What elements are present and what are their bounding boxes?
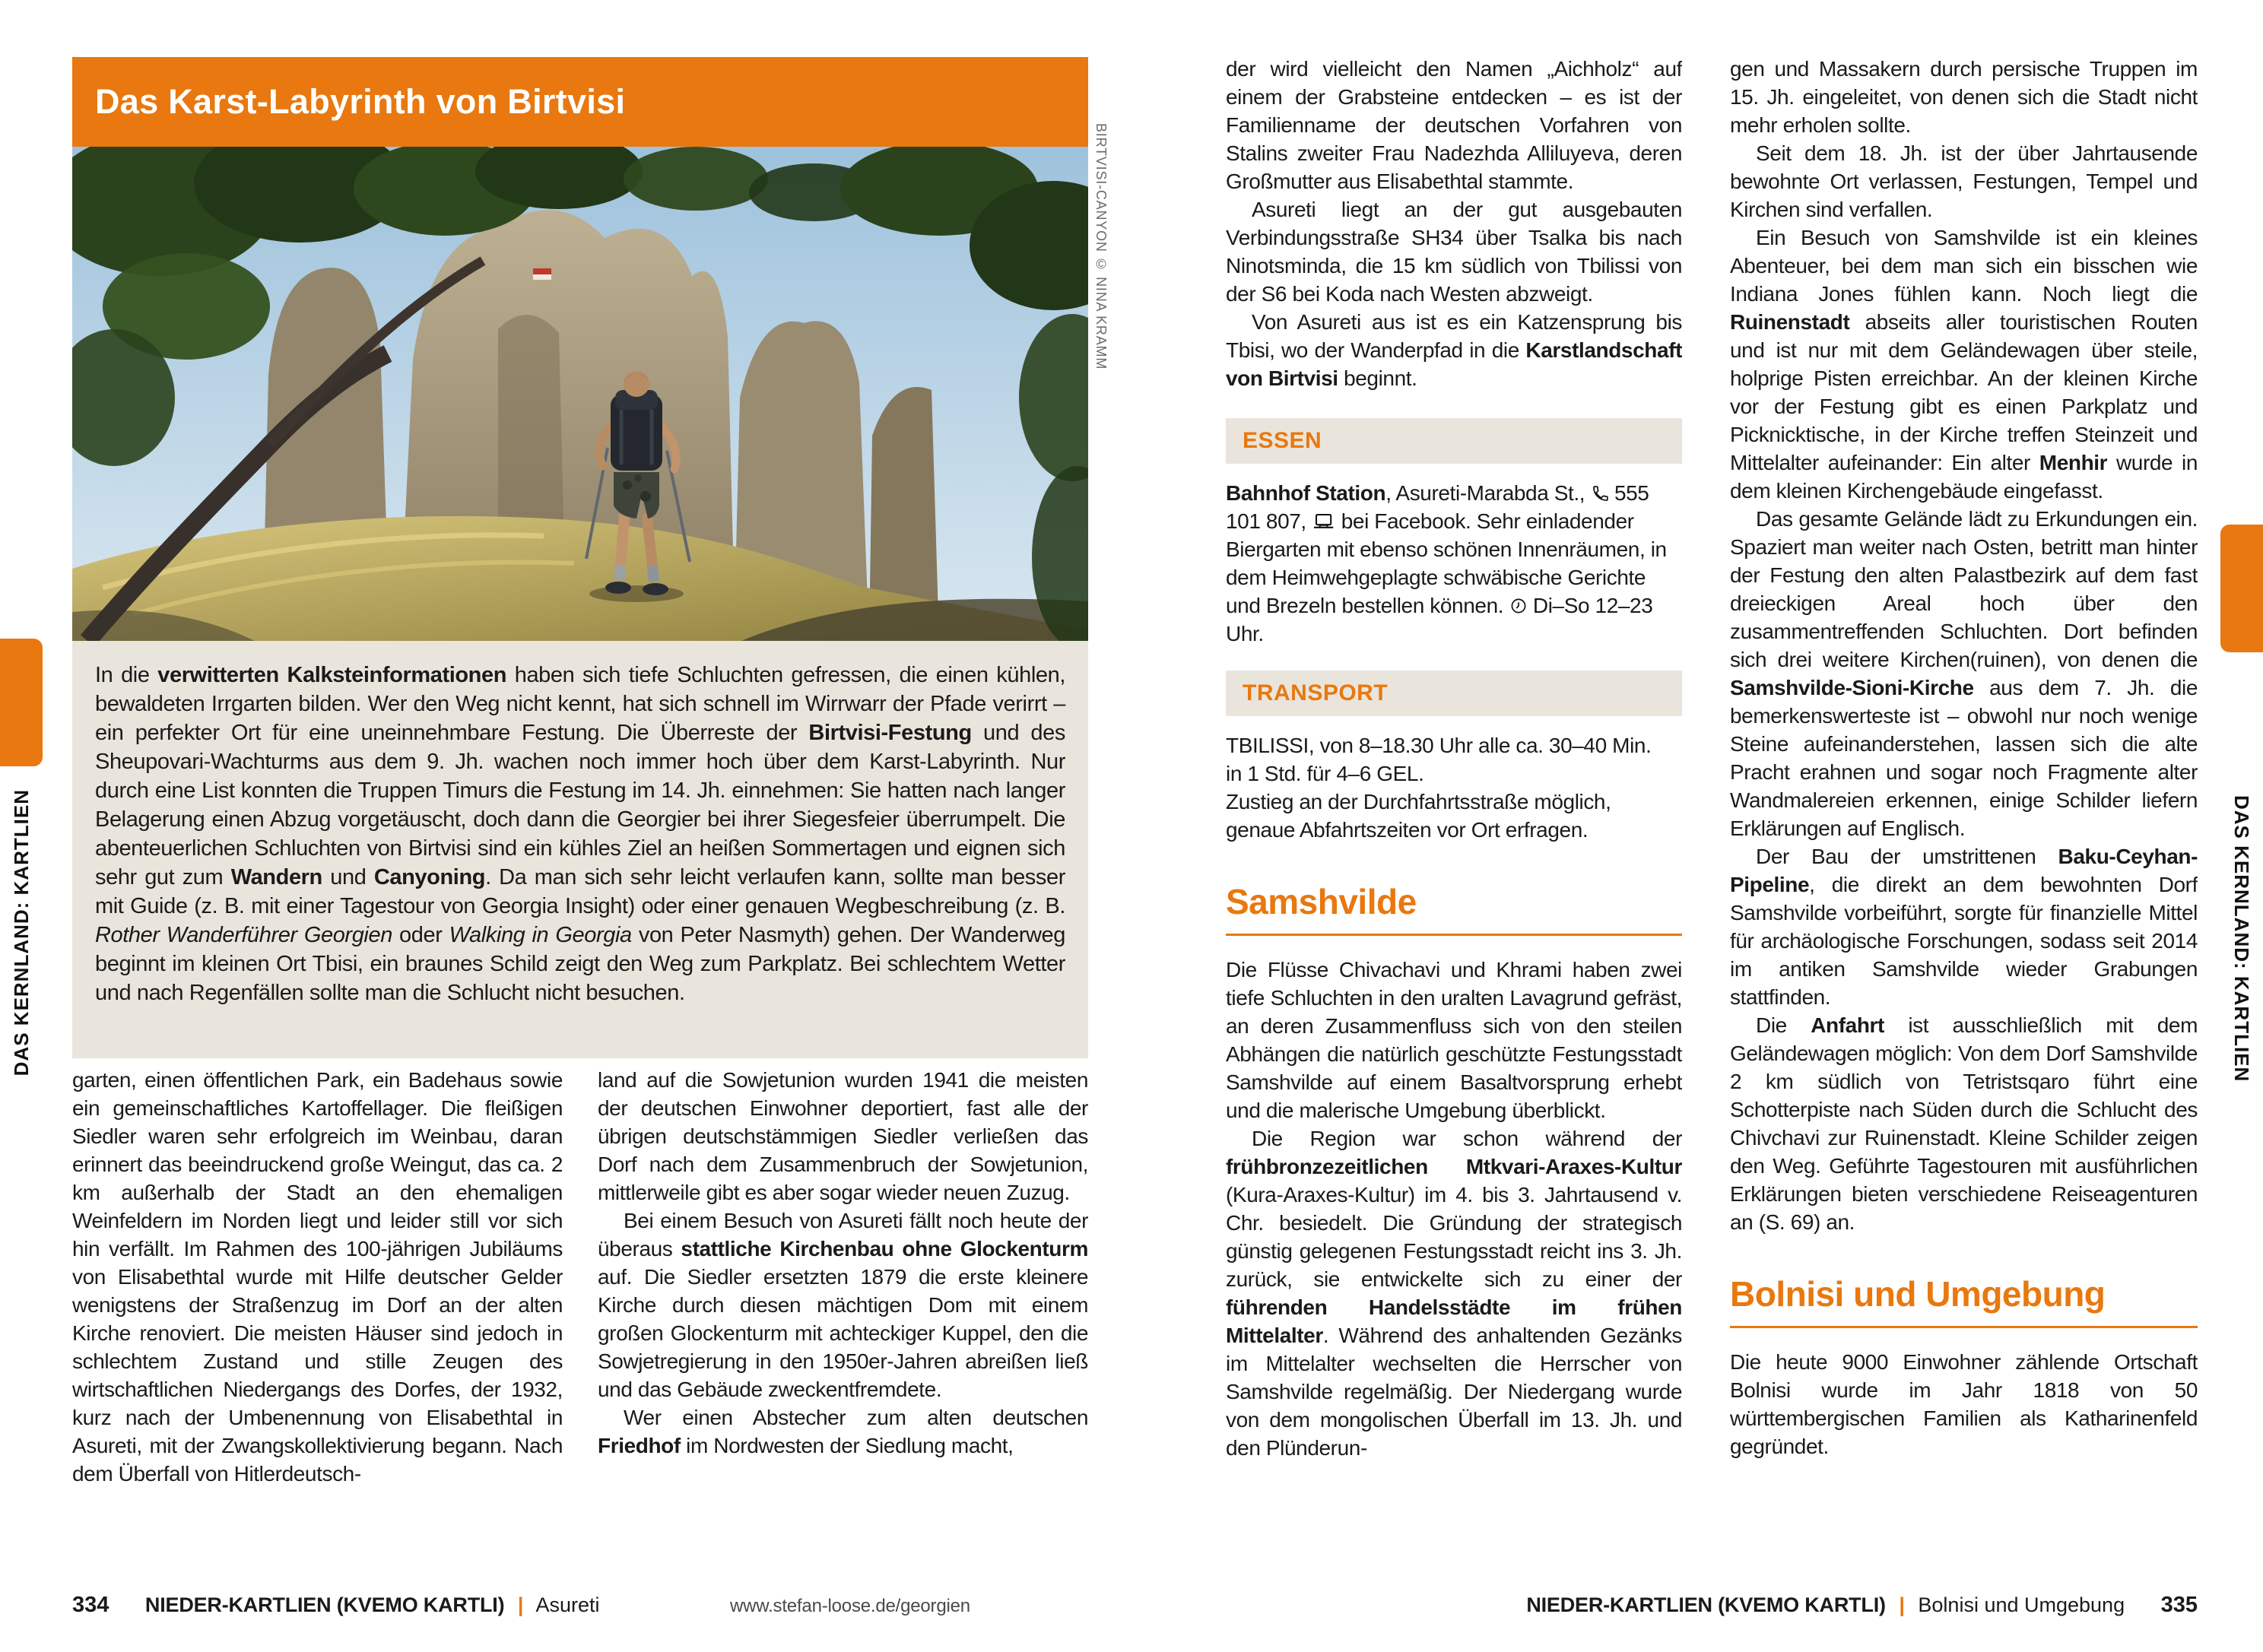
- paragraph: Ein Besuch von Samshvilde ist ein kleines Abenteuer, bei dem man sich ein bisschen wie Indiana Jones fühlen kann. Noch liegt die Ruinenstadt abseits aller touristischen Routen und ist nur mit dem Geländewagen über steile, holprige Pisten erreichbar. An der kleinen Kirche vor der Festung gibt es einen Parkplatz und Picknicktische, in der Kirche treffen Steinzeit und Mittelalter aufeinander: Ein alter Menhir wurde in dem kleinen Kirchengebäude eingefasst.: [1730, 226, 2198, 503]
- right-page-number: 335: [2160, 1593, 2198, 1617]
- right-page-footer: [1526, 1593, 2198, 1618]
- asureti-text: [1226, 55, 1682, 392]
- right-page-column-2: [1730, 55, 2198, 1583]
- chapter-tab-left: [0, 639, 43, 766]
- paragraph: Die Anfahrt ist ausschließlich mit dem Geländewagen möglich: Von dem Dorf Samshvilde 2 km südlich von Tetristsqaro führt eine Schotterpiste nach Süden durch die Schlucht des Chivchavi zur Ruinenstadt. Kleine Schilder zeigen den Weg. Geführte Tagestouren mit ausführlichen Erklärungen bieten verschiedene Reiseagenturen an (S. 69) an.: [1730, 1013, 2198, 1234]
- left-page-footer: [72, 1593, 600, 1618]
- paragraph: Seit dem 18. Jh. ist der über Jahrtausende bewohnte Ort verlassen, Festungen, Tempel und Kirchen sind verfallen.: [1730, 141, 2198, 221]
- paragraph: land auf die Sowjetunion wurden 1941 die meisten der deutschen Einwohner deportiert, fast alle der übrigen deutschstämmigen Siedler verließen das Dorf nach dem Zusammenbruch der Sowjetunion, mittlerweile gibt es aber sogar wieder neuen Zuzug.: [598, 1068, 1088, 1204]
- left-footer-topic: Asureti: [535, 1593, 600, 1616]
- laptop-icon: [1312, 507, 1335, 535]
- paragraph: Der Bau der umstrittenen Baku-Ceyhan-Pipeline, die direkt an dem bewohnten Dorf Samshvilde vorbeiführt, sorgte für finanzielle Mittel für archäologische Forschungen, sodass seit 2014 im antiken Samshvilde wieder Grabungen stattfinden.: [1730, 845, 2198, 1009]
- paragraph: garten, einen öffentlichen Park, ein Badehaus sowie ein gemeinschaftliches Kartoffellager. Die fleißigen Siedler waren sehr erfolgreich im Weinbau, daran erinnert das beeindruckend große Weingut, das ca. 2 km außerhalb der Stadt an den ehemaligen Weinfeldern im Norden liegt und leider still vor sich hin verfällt. Im Rahmen des 100-jährigen Jubiläums von Elisabethtal wurde mit Hilfe deutscher Gelder wenigstens der Straßenzug im Dorf an der alten Kirche renoviert. Die meisten Häuser sind jedoch in schlechtem Zustand und stille Zeugen des wirtschaftlichen Niedergangs des Dorfes, der 1932, kurz nach der Umbenennung von Elisabethtal in Asureti, mit der Zwangskollektivierung begann. Nach dem Überfall von Hitlerdeutsch-: [72, 1068, 563, 1486]
- essen-entry: Bahnhof Station, Asureti-Marabda St., 555 101 807, bei Facebook. Sehr einladender Biergarten mit ebenso schönen Innenräumen, in dem Heimwehgeplagte schwäbische Gerichte und Brezeln bestellen können. Di–So 12–23 Uhr.: [1226, 479, 1682, 648]
- paragraph: Die Region war schon während der frühbronzezeitlichen Mtkvari-Araxes-Kultur (Kura-Araxes-Kultur) im 4. bis 3. Jahrtausend v. Chr. besiedelt. Die Gründung der strategisch günstig gelegenen Festungsstadt reicht ins 3. Jh. zurück, sie entwickelte sich zu einer der führenden Handelsstädte im frühen Mittelalter. Während des anhaltenden Gezänks im Mittelalter wechselten die Herrscher von Samshvilde regelmäßig. Der Niedergang wurde von dem mongolischen Überfall im 13. Jh. und den Plünderun-: [1226, 1127, 1682, 1460]
- essen-section-header: [1226, 418, 1682, 464]
- samshvilde-heading: Samshvilde: [1226, 882, 1417, 921]
- right-page-column-1: [1226, 55, 1682, 1583]
- right-footer-section: NIEDER-KARTLIEN (KVEMO KARTLI): [1526, 1593, 1886, 1616]
- trail-blaze-marker: [533, 268, 551, 274]
- left-page-column-2: [598, 1066, 1088, 1579]
- phone-icon: [1591, 479, 1609, 507]
- paragraph: Das gesamte Gelände lädt zu Erkundungen ein. Spaziert man weiter nach Osten, betritt man hinter der Festung den alten Palastbezirk auf dem fast dreieckigen Areal hoch über den zusammentreffenden Schluchten. Dort befinden sich drei weitere Kirchen(ruinen), von denen die Samshvilde-Sioni-Kirche aus dem 7. Jh. die bemerkenswerteste ist – obwohl nur noch wenige Steine aufeinanderstehen, lassen sich die alte Pracht erahnen und sogar noch Fragmente alter Wandmalereien erkennen, einige Schilder liefern Erklärungen auf Englisch.: [1730, 507, 2198, 840]
- bolnisi-heading: Bolnisi und Umgebung: [1730, 1274, 2106, 1314]
- paragraph: Die Flüsse Chivachavi und Khrami haben zwei tiefe Schluchten in den uralten Lavagrund gefräst, an deren Zusammenfluss sich von den steilen Abhängen die natürlich geschützte Festungsstadt Samshvilde auf einem Basaltvorsprung erhebt und die malerische Umgebung überblickt.: [1226, 958, 1682, 1122]
- paragraph: gen und Massakern durch persische Truppen im 15. Jh. eingeleitet, von denen sich die Stadt nicht mehr erholen sollte.: [1730, 57, 2198, 137]
- photo-credit: BIRTVISI-CANYON © NINA KRAMM: [1093, 123, 1109, 370]
- left-page-column-1: [72, 1066, 563, 1579]
- transport-section-label: TRANSPORT: [1243, 680, 1389, 706]
- samshvilde-text-continued: [1730, 55, 2198, 1236]
- footer-url: www.stefan-loose.de/georgien: [730, 1596, 970, 1616]
- birtvisi-canyon-photo: [72, 147, 1088, 641]
- chapter-tab-label-left: DAS KERNLAND: KARTLIEN: [10, 789, 33, 1076]
- transport-section-header: [1226, 671, 1682, 716]
- paragraph: Wer einen Abstecher zum alten deutschen Friedhof im Nordwesten der Siedlung macht,: [598, 1406, 1088, 1457]
- paragraph: der wird vielleicht den Namen „Aichholz“ auf einem der Grabsteine entdecken – es ist der Familienname der deutschen Vorfahren von Stalins zweiter Frau Nadezhda Alliluyeva, deren Großmutter aus Elisabethtal stammte.: [1226, 57, 1682, 193]
- paragraph: Bei einem Besuch von Asureti fällt noch heute der überaus stattliche Kirchenbau ohne Glockenturm auf. Die Siedler ersetzten 1879 die erste kleinere Kirche durch diesen mächtigen Dom mit einem großen Glockenturm mit achteckiger Kuppel, den die Sowjetregierung in den 1950er-Jahren abreißen ließ und das Gebäude zweckentfremdete.: [598, 1209, 1088, 1401]
- paragraph: Von Asureti aus ist es ein Katzensprung bis Tbisi, wo der Wanderpfad in die Karstlandschaft von Birtvisi beginnt.: [1226, 310, 1682, 390]
- footer-separator: |: [517, 1593, 524, 1616]
- essen-section-label: ESSEN: [1243, 428, 1322, 453]
- bolnisi-text: [1730, 1348, 2198, 1460]
- heading-rule: [1226, 934, 1682, 936]
- paragraph: Die heute 9000 Einwohner zählende Ortschaft Bolnisi wurde im Jahr 1818 von 50 württembergischen Familien als Katharinenfeld gegründet.: [1730, 1350, 2198, 1458]
- clock-icon: [1509, 591, 1528, 620]
- chapter-tab-label-right: DAS KERNLAND: KARTLIEN: [2230, 795, 2253, 1083]
- left-page-number: 334: [72, 1593, 110, 1617]
- heading-rule: [1730, 1326, 2198, 1328]
- left-footer-section: NIEDER-KARTLIEN (KVEMO KARTLI): [144, 1593, 505, 1616]
- paragraph: Asureti liegt an der gut ausgebauten Verbindungsstraße SH34 über Tsalka bis nach Ninotsminda, die 15 km südlich von Tbilissi von der S6 bei Koda nach Westen abzweigt.: [1226, 198, 1682, 306]
- transport-info: TBILISSI, von 8–18.30 Uhr alle ca. 30–40 Min. in 1 Std. für 4–6 GEL. Zustieg an der Durchfahrtsstraße möglich, genaue Abfahrtszeiten vor Ort erfragen.: [1226, 734, 1652, 842]
- feature-box-text: In die verwitterten Kalksteinformationen haben sich tiefe Schluchten gefressen, die einen kühlen, bewaldeten Irrgarten bilden. Wer den Weg nicht kennt, hat sich schnell im Wirrwarr der Pfade verirrt – ein perfekter Ort für eine uneinnehmbare Festung. Die Überreste der Birtvisi-Festung und des Sheupovari-Wachturms aus dem 9. Jh. wachen noch immer hoch über dem Karst-Labyrinth. Nur durch eine List konnten die Truppen Timurs die Festung im 14. Jh. einnehmen: Sie hatten nach langer Belagerung einen Abzug vorgetäuscht, doch dann die Georgier bei ihrer Siegesfeier überrumpelt. Die abenteuerlichen Schluchten von Birtvisi sind ein kühles Ziel an heißen Sommertagen und eignen sich sehr gut zum Wandern und Canyoning. Da man sich sehr leicht verlaufen kann, sollte man besser mit Guide (z. B. mit einer Tagestour von Georgia Insight) oder einer genauen Wegbeschreibung (z. B. Rother Wanderführer Georgien oder Walking in Georgia von Peter Nasmyth) gehen. Der Wanderweg beginnt im kleinen Ort Tbisi, ein braunes Schild zeigt den Weg zum Parkplatz. Bei schlechtem Wetter und nach Regenfällen sollte man die Schlucht nicht besuchen.: [72, 641, 1088, 1058]
- footer-separator: |: [1899, 1593, 1905, 1616]
- chapter-tab-right: [2220, 525, 2263, 652]
- feature-box-title: Das Karst-Labyrinth von Birtvisi: [72, 57, 1088, 147]
- samshvilde-text: [1226, 956, 1682, 1462]
- right-footer-topic: Bolnisi und Umgebung: [1918, 1593, 2125, 1616]
